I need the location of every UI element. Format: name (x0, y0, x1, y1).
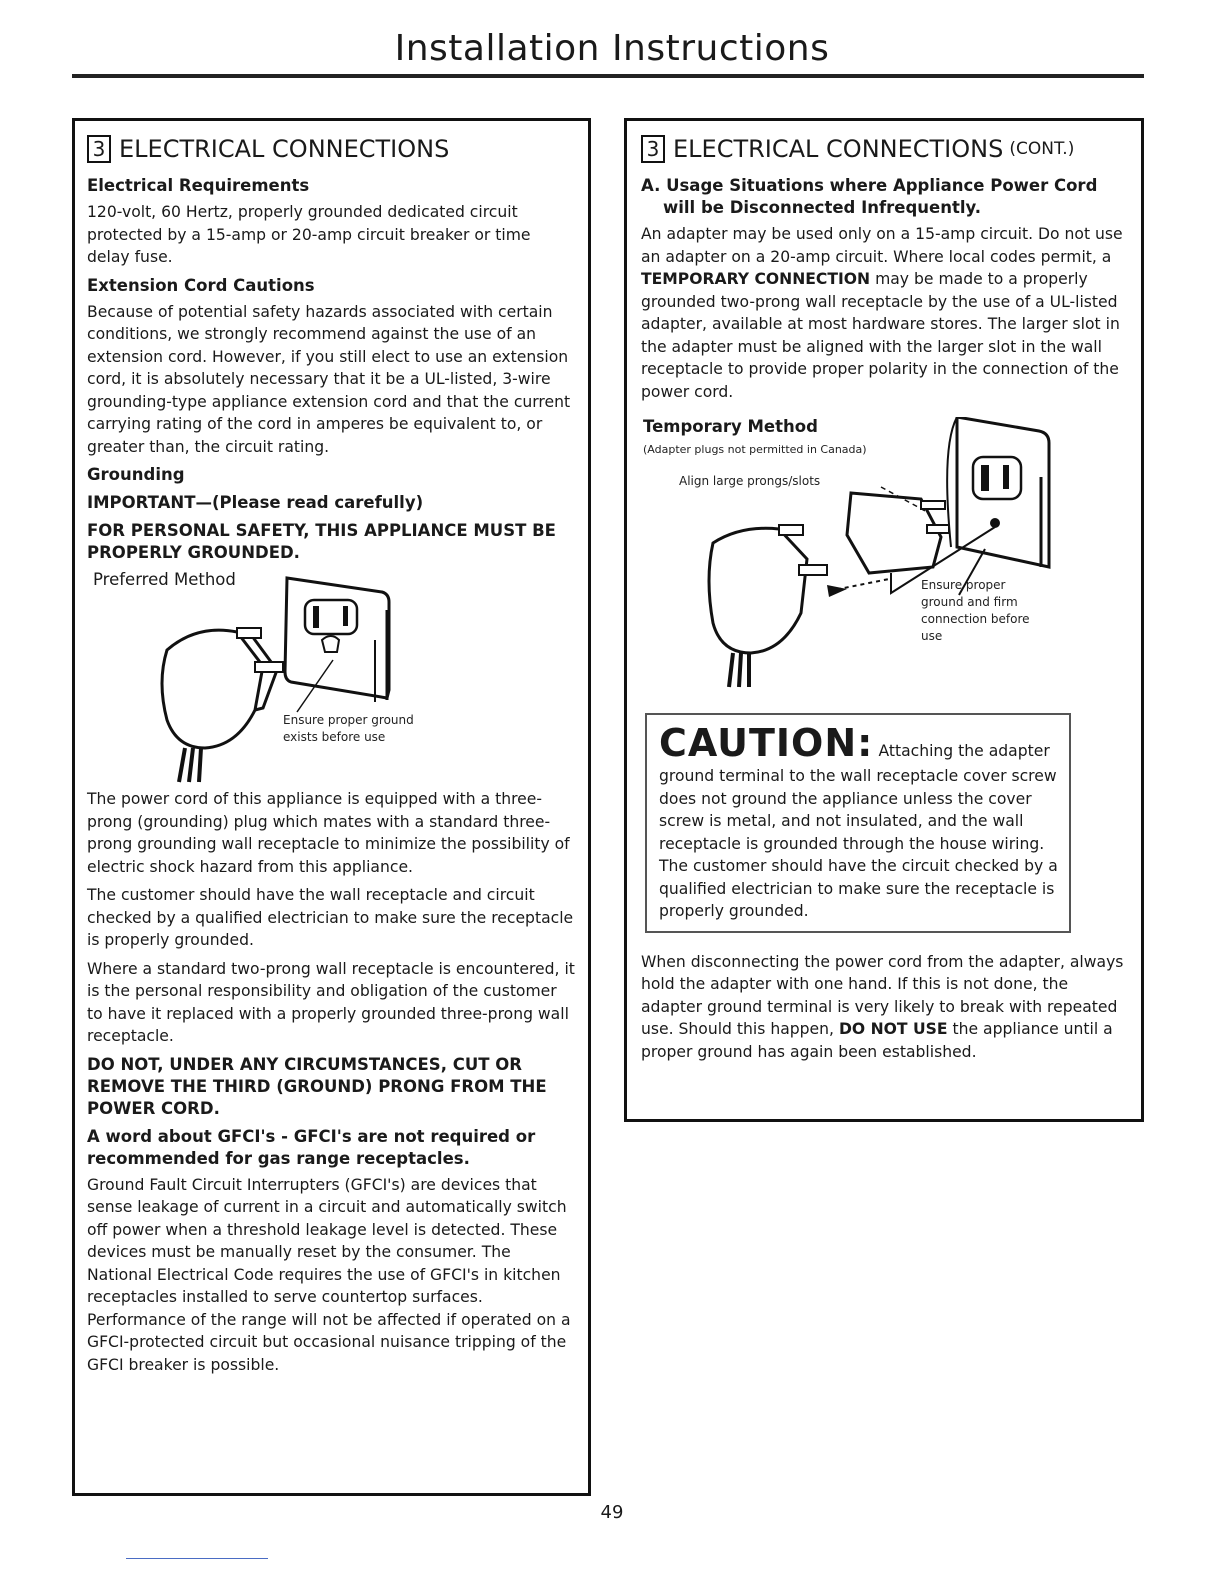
caution-label: CAUTION: (659, 721, 874, 765)
customer-check-paragraph: The customer should have the wall receptacle and circuit checked by a qualified electrician to make sure the receptacle is properly grounded. (87, 886, 574, 949)
preferred-method-caption: Ensure proper ground exists before use (283, 713, 414, 744)
section-title-cont (641, 135, 1127, 163)
gfci-paragraph: Ground Fault Circuit Interrupters (GFCI's) are devices that sense leakage of current in a circuit and automatically switch off power when a threshold leakage level is detected. These devices must be manually reset by the consumer. The National Electrical Code requires the use of GFCI's in kitchen receptacles installed to serve countertop surfaces. Performance of the range will not be affected if operated on a GFCI-protected circuit but occasional nuisance tripping of the GFCI breaker is possible. (87, 1175, 571, 1374)
electrical-requirements-heading: Electrical Requirements (87, 176, 310, 195)
do-not-use-bold: DO NOT USE (838, 1020, 948, 1038)
align-prongs-label: Align large prongs/slots (679, 474, 821, 488)
preferred-method-figure (87, 570, 576, 788)
caution-box (645, 713, 1071, 933)
section-title-suffix: (CONT.) (1009, 139, 1075, 159)
two-prong-paragraph: Where a standard two-prong wall receptacle is encountered, it is the personal responsibility and obligation of the customer to have it replaced with a properly grounded three-prong wall receptacle. (87, 959, 575, 1045)
grounded-plug-illustration (87, 570, 567, 788)
temporary-method-figure (641, 417, 1127, 697)
adapter-plug-illustration (641, 417, 1131, 697)
section-number-cont: 3 (641, 135, 665, 163)
disconnect-text-2: the appliance until a proper ground has again been established. (641, 1020, 1113, 1061)
extension-cord-heading: Extension Cord Cautions (87, 275, 315, 295)
disconnect-paragraph (641, 951, 1127, 1064)
usage-heading: A. Usage Situations where Appliance Power Cord will be Disconnected Infrequently. (641, 176, 1098, 217)
footer-line (126, 1558, 268, 1559)
usage-paragraph (641, 223, 1127, 403)
ensure-ground-caption: Ensure proper ground and firm connection before use (921, 578, 1030, 643)
section-title (87, 135, 576, 163)
extension-cord-text: Because of potential safety hazards associated with certain conditions, we strongly recommend against the use of an extension cord. However, if you still elect to use an extension cord, it is absolutely necessary that it be a UL-listed, 3-wire grounding-type appliance extension cord and that the current carrying rating of the cord in amperes be equivalent to, or greater than, the circuit rating. (87, 302, 571, 456)
important-heading: IMPORTANT—(Please read carefully) (87, 493, 424, 512)
do-not-cut-heading: DO NOT, UNDER ANY CIRCUMSTANCES, CUT OR REMOVE THE THIRD (GROUND) PRONG FROM THE POWER CORD. (87, 1054, 547, 1118)
power-cord-paragraph: The power cord of this appliance is equipped with a three-prong (grounding) plug which mates with a standard three-prong grounding wall receptacle to minimize the possibility of electric shock hazard from this appliance. (87, 790, 570, 876)
caution-text: Attaching the adapter ground terminal to the wall receptacle cover screw does not ground the appliance unless the cover screw is metal, and not insulated, and the wall receptacle is grounded through the house wiring. The customer should have the circuit checked by a qualified electrician to make sure the receptacle is properly grounded. (659, 742, 1058, 920)
page-title: Installation Instructions (394, 28, 830, 69)
title-rule (72, 74, 1144, 78)
section-title-cont-text: ELECTRICAL CONNECTIONS (673, 135, 1004, 163)
safety-heading: FOR PERSONAL SAFETY, THIS APPLIANCE MUST BE PROPERLY GROUNDED. (87, 521, 556, 562)
electrical-requirements-text: 120-volt, 60 Hertz, properly grounded dedicated circuit protected by a 15-amp or 20-amp circuit breaker or time delay fuse. (87, 203, 531, 266)
section-title-text: ELECTRICAL CONNECTIONS (119, 135, 450, 163)
gfci-heading: A word about GFCI's - GFCI's are not required or recommended for gas range receptacles. (87, 1126, 536, 1168)
temporary-method-label: Temporary Method (643, 417, 818, 436)
temporary-method-note: (Adapter plugs not permitted in Canada) (643, 443, 867, 456)
disconnect-text-1: When disconnecting the power cord from the adapter, always hold the adapter with one hand. If this is not done, the adapter ground terminal is very likely to break with repeated use. Should this happen, (641, 952, 1124, 1038)
right-section (624, 118, 1144, 1122)
section-number: 3 (87, 135, 111, 163)
usage-text-2: may be made to a properly grounded two-prong wall receptacle by the use of a UL-listed adapter, available at most hardware stores. The larger slot in the adapter must be aligned with the larger slot in the wall receptacle to provide proper polarity in the connection of the power cord. (641, 270, 1120, 401)
temporary-connection-bold: TEMPORARY CONNECTION (641, 270, 871, 288)
left-section (72, 118, 591, 1496)
usage-text-1: An adapter may be used only on a 15-amp circuit. Do not use an adapter on a 20-amp circuit. Where local codes permit, a (641, 225, 1123, 266)
preferred-method-label: Preferred Method (93, 570, 236, 589)
page-number: 49 (600, 1502, 624, 1523)
grounding-heading: Grounding (87, 465, 185, 484)
